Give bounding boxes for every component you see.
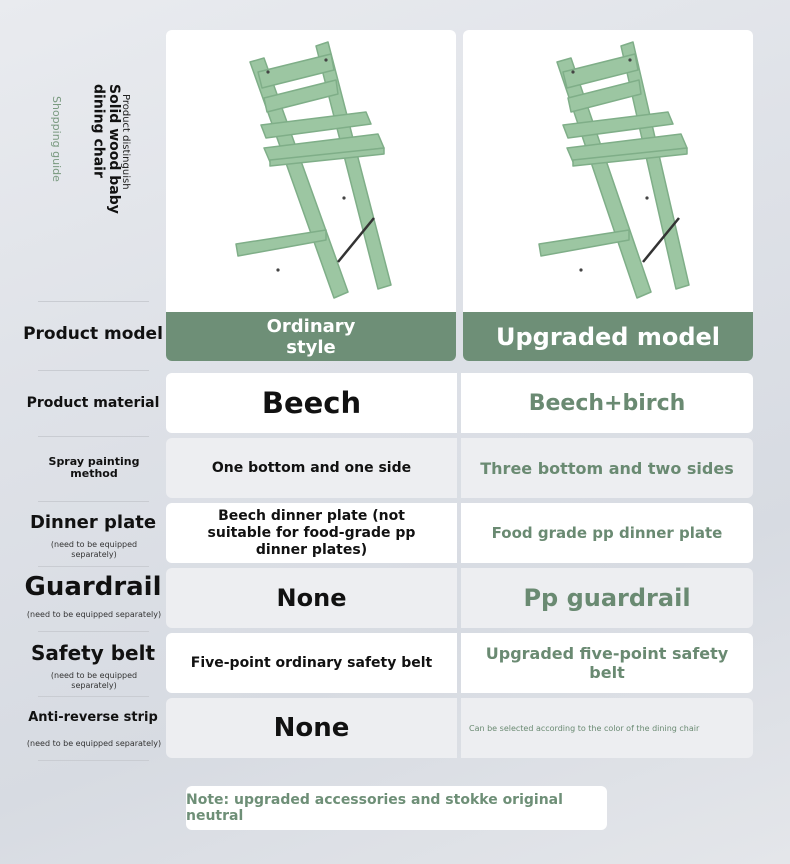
ordinary-model-title: Ordinary style [166,312,456,361]
ordinary-spray-value: One bottom and one side [211,460,412,476]
ordinary-plate-value: Beech dinner plate (not suitable for food-grade pp dinner plates) [207,507,416,558]
ordinary-strip-value: None [273,713,350,743]
separator [38,696,149,697]
upgraded-material-value: Beech+birch [528,390,686,416]
separator [38,566,149,567]
note-text: Note: upgraded accessories and stokke original neutral [186,792,563,824]
dining-chair-image [166,30,456,312]
ordinary-belt-value: Five-point ordinary safety belt [190,655,433,671]
separator [38,760,149,761]
upgraded-guardrail-value: Pp guardrail [523,584,691,612]
upgraded-belt-cell [461,633,753,693]
upgraded-strip-value: Can be selected according to the color of the dining chair [469,723,700,733]
separator [38,436,149,437]
separator [38,631,149,632]
upgraded-guardrail-cell [461,568,753,628]
ordinary-material-value: Beech [261,386,362,420]
product-distinguish-label: Product distinguish [120,94,131,190]
ordinary-guardrail-value: None [276,584,347,612]
separator [38,501,149,502]
ordinary-plate-cell [166,503,457,563]
row-label-spray-painting: Spray painting method [48,455,140,480]
row-label-anti-reverse: Anti-reverse strip [28,710,158,725]
row-label-safety-belt: Safety belt [30,641,156,665]
ordinary-guardrail-cell [166,568,457,628]
separator [38,301,149,302]
upgraded-spray-cell [461,438,753,498]
row-label-guardrail: Guardrail [24,572,162,602]
row-sublabel-guardrail: (need to be equipped separately) [26,610,162,619]
separator [38,370,149,371]
upgraded-material-cell [461,373,753,433]
ordinary-belt-cell [166,633,457,693]
row-sublabel-dinner-plate: (need to be equipped separately) [50,540,138,559]
shopping-guide-label: Shopping guide [50,96,64,182]
product-model-label: Product model [23,324,163,344]
upgraded-plate-value: Food grade pp dinner plate [491,524,723,542]
row-sublabel-safety-belt: (need to be equipped separately) [50,671,138,690]
row-label-dinner-plate: Dinner plate [29,512,157,533]
upgraded-strip-cell [461,698,753,758]
ordinary-strip-cell [166,698,457,758]
upgraded-model-title: Upgraded model [463,312,753,361]
ordinary-spray-cell [166,438,457,498]
upgraded-plate-cell [461,503,753,563]
row-label-material: Product material [26,395,160,411]
ordinary-material-cell [166,373,457,433]
upgraded-belt-value: Upgraded five-point safety belt [485,644,729,682]
upgraded-model-card[interactable] [463,30,753,361]
dining-chair-image [463,30,753,312]
row-sublabel-anti-reverse: (need to be equipped separately) [26,739,162,748]
note-box [186,786,607,830]
chair-title: Solid wood baby dining chair [90,84,122,214]
ordinary-model-card[interactable] [166,30,456,361]
upgraded-spray-value: Three bottom and two sides [480,458,734,478]
